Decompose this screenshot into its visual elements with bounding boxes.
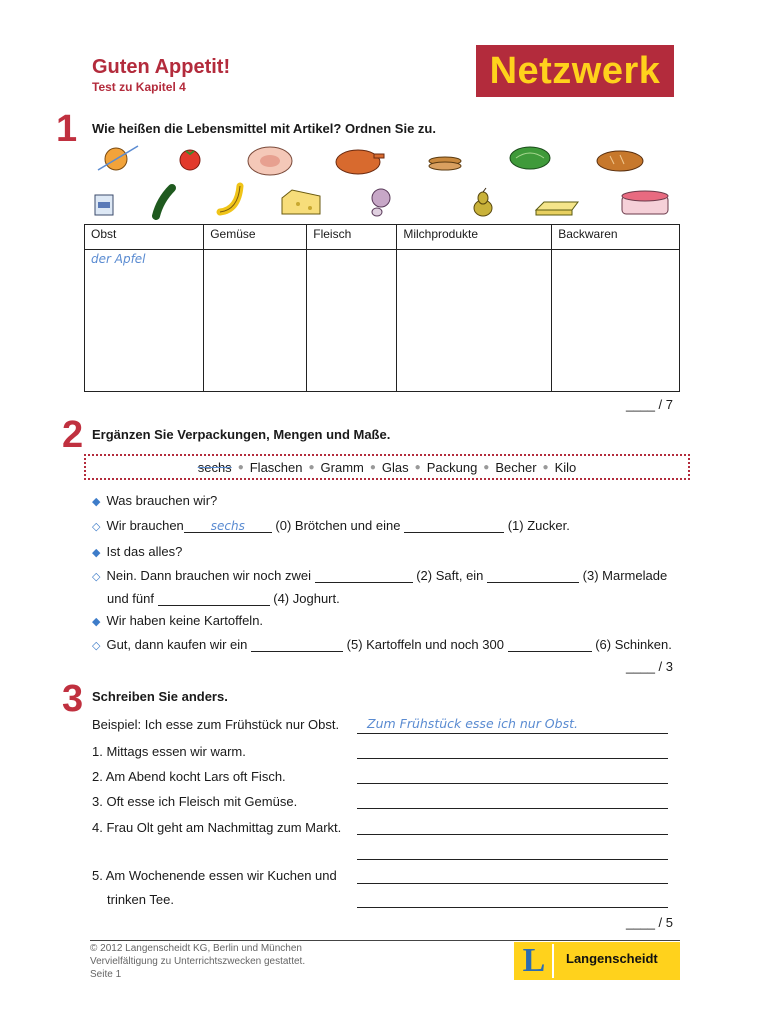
blank-3[interactable] — [487, 568, 579, 583]
ham-icon — [244, 144, 296, 178]
dialog-line-2: ◇ Wir brauchen sechs (0) Brötchen und eine (1) Zucker. — [92, 518, 570, 533]
section-1-instruction: Wie heißen die Lebensmittel mit Artikel? Ordnen Sie zu. — [92, 121, 436, 136]
answer-cell-backwaren[interactable] — [552, 250, 680, 392]
butter-icon — [532, 192, 580, 218]
section-2-instruction: Ergänzen Sie Verpackungen, Mengen und Maße. — [92, 427, 391, 442]
langenscheidt-l-icon: L — [516, 944, 554, 978]
open-diamond-icon: ◇ — [92, 640, 101, 652]
column-header-gemuese: Gemüse — [204, 225, 307, 250]
netzwerk-logo — [476, 45, 674, 97]
bullet-icon: ● — [542, 461, 549, 473]
item-5-continued: trinken Tee. — [107, 892, 174, 907]
answer-line-2[interactable] — [357, 782, 668, 784]
page-number: Seite 1 — [90, 969, 122, 980]
answer-cell-milchprodukte[interactable] — [397, 250, 552, 392]
word-1: Flaschen — [249, 459, 303, 475]
cheese-icon — [278, 186, 324, 218]
item-2: 2. Am Abend kocht Lars oft Fisch. — [92, 769, 286, 784]
item-3: 3. Oft esse ich Fleisch mit Gemüse. — [92, 794, 298, 809]
brand-name: Langenscheidt — [566, 951, 658, 966]
word-0: sechs — [197, 459, 232, 475]
item-4: 4. Frau Olt geht am Nachmittag zum Markt. — [92, 820, 342, 835]
chicken-icon — [330, 144, 386, 178]
answer-line-3[interactable] — [357, 807, 668, 809]
section-2-score: ____ / 3 — [626, 659, 673, 674]
word-6: Kilo — [554, 459, 577, 475]
page-title: Guten Appetit! — [92, 56, 231, 78]
answer-cell-fleisch[interactable] — [307, 250, 397, 392]
column-header-milchprodukte: Milchprodukte — [397, 225, 552, 250]
bullet-icon: ● — [308, 461, 315, 473]
filled-diamond-icon: ◆ — [92, 616, 101, 628]
answer-line-4a[interactable] — [357, 833, 668, 835]
blank-6[interactable] — [508, 637, 592, 652]
section-1-score: ____ / 7 — [626, 397, 673, 412]
answer-line-example — [357, 732, 668, 734]
column-header-backwaren: Backwaren — [552, 225, 680, 250]
lettuce-icon — [506, 144, 554, 172]
answer-line-5a[interactable] — [357, 882, 668, 884]
filled-diamond-icon: ◆ — [92, 547, 101, 559]
answer-cell-gemuese[interactable] — [204, 250, 307, 392]
answer-line-5b[interactable] — [357, 906, 668, 908]
filled-diamond-icon: ◆ — [92, 496, 101, 508]
column-header-obst: Obst — [85, 225, 204, 250]
yogurt-icon — [92, 192, 116, 218]
blank-5[interactable] — [251, 637, 343, 652]
bread-icon — [594, 148, 646, 174]
answer-line-4b[interactable] — [357, 858, 668, 860]
tomato-icon — [174, 146, 206, 172]
dialog-line-3: ◆ Ist das alles? — [92, 544, 183, 559]
word-2: Gramm — [320, 459, 364, 475]
blank-0[interactable]: sechs — [184, 518, 272, 533]
dialog-line-4: ◇ Nein. Dann brauchen wir noch zwei (2) Saft, ein (3) Marmelade — [92, 568, 668, 583]
answer-line-1[interactable] — [357, 757, 668, 759]
section-2-number: 2 — [62, 414, 84, 456]
pear-icon — [468, 186, 498, 218]
cucumber-icon — [150, 184, 178, 220]
sorting-table — [84, 224, 680, 392]
blank-2[interactable] — [315, 568, 413, 583]
open-diamond-icon: ◇ — [92, 571, 101, 583]
word-3: Glas — [381, 459, 409, 475]
permission-line: Vervielfältigung zu Unterrichtszwecken gestattet. — [90, 956, 306, 967]
logo-text: Netzwerk — [489, 49, 661, 92]
dialog-line-7: ◇ Gut, dann kaufen wir ein (5) Kartoffeln und noch 300 (6) Schinken. — [92, 637, 672, 652]
item-1: 1. Mittags essen wir warm. — [92, 744, 246, 759]
bullet-icon: ● — [483, 461, 490, 473]
banana-icon — [214, 182, 246, 218]
example-entry: der Apfel — [91, 252, 146, 266]
copyright-line: © 2012 Langenscheidt KG, Berlin und München — [90, 943, 302, 954]
example-answer: Zum Frühstück esse ich nur Obst. — [367, 716, 578, 731]
onion-icon — [366, 184, 396, 218]
dialog-line-1: ◆ Was brauchen wir? — [92, 493, 218, 508]
page-subtitle: Test zu Kapitel 4 — [92, 80, 186, 94]
dialog-line-6: ◆ Wir haben keine Kartoffeln. — [92, 613, 264, 628]
orange-icon — [96, 142, 140, 176]
blank-1[interactable] — [404, 518, 504, 533]
blank-4[interactable] — [158, 591, 270, 606]
bullet-icon: ● — [237, 461, 244, 473]
word-box — [84, 454, 690, 480]
dialog-line-5: und fünf (4) Joghurt. — [107, 591, 340, 606]
item-5: 5. Am Wochenende essen wir Kuchen und — [92, 868, 337, 883]
cake-icon — [616, 184, 674, 220]
footer-text — [90, 942, 305, 981]
column-header-fleisch: Fleisch — [307, 225, 397, 250]
section-3-number: 3 — [62, 678, 84, 720]
footer-divider — [90, 940, 680, 941]
word-5: Becher — [495, 459, 537, 475]
section-3-instruction: Schreiben Sie anders. — [92, 689, 228, 704]
example-sentence: Beispiel: Ich esse zum Frühstück nur Obst. — [92, 717, 340, 732]
bullet-icon: ● — [414, 461, 421, 473]
bullet-icon: ● — [369, 461, 376, 473]
pancakes-icon — [426, 155, 464, 173]
answer-cell-obst[interactable] — [85, 250, 204, 392]
section-3-score: ____ / 5 — [626, 915, 673, 930]
open-diamond-icon: ◇ — [92, 521, 101, 533]
word-4: Packung — [426, 459, 478, 475]
section-1-number: 1 — [56, 108, 78, 150]
